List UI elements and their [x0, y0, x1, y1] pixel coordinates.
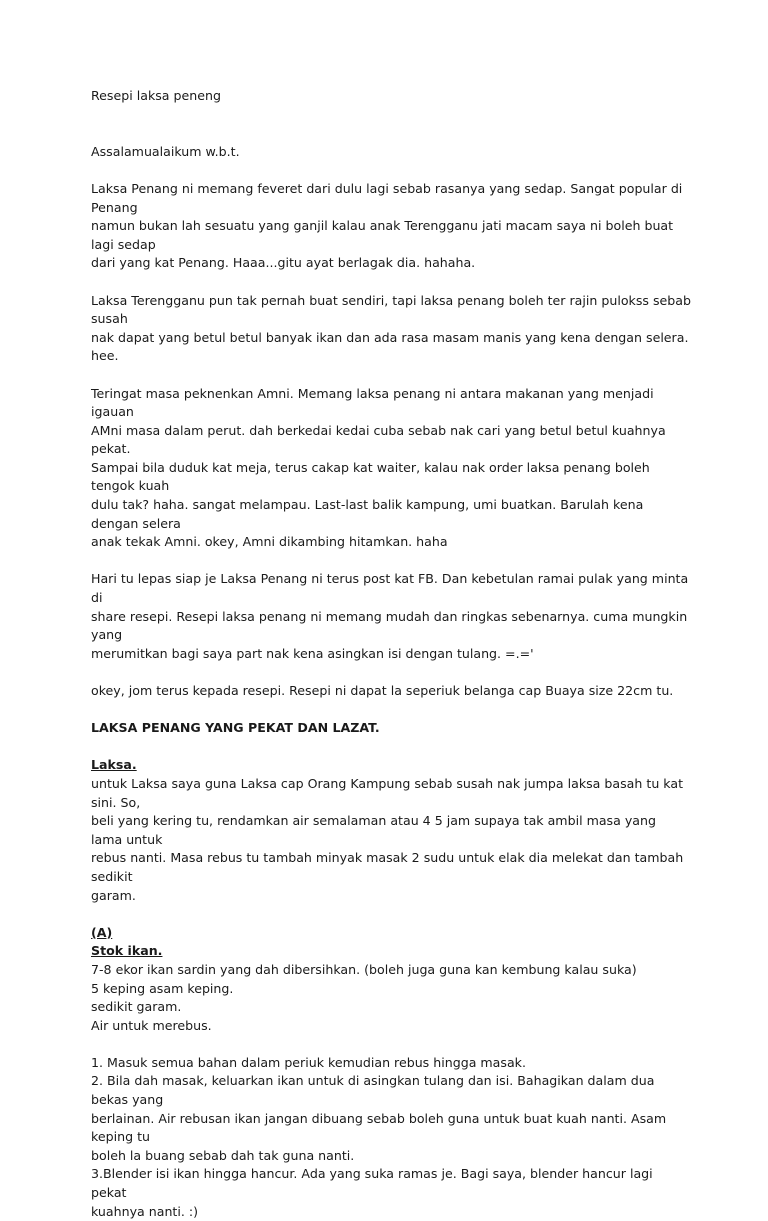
text-line: Sampai bila duduk kat meja, terus cakap kat waiter, kalau nak order laksa penang boleh tengok kuah: [91, 459, 650, 494]
steps-list: [91, 1054, 691, 1221]
text-line: namun bukan lah sesuatu yang ganjil kalau anak Terengganu jati macam saya ni boleh buat lagi sedap: [91, 218, 674, 252]
section-a-heading: (A): [91, 924, 113, 940]
text-line: beli yang kering tu, rendamkan air semalaman atau 4 5 jam supaya tak ambil masa yang lama untuk: [91, 813, 656, 847]
laksa-heading: Laksa.: [91, 757, 137, 773]
text-line: Hari tu lepas siap je Laksa Penang ni terus post kat FB. Dan kebetulan ramai pulak yang minta di: [91, 571, 689, 606]
text-line: dari yang kat Penang. Haaa...gitu ayat berlagak dia. hahaha.: [91, 255, 476, 271]
step-line: 1. Masuk semua bahan dalam periuk kemudian rebus hingga masak.: [91, 1054, 526, 1070]
paragraph-intro: [91, 180, 691, 273]
text-line: Teringat masa peknenkan Amni. Memang laksa penang ni antara makanan yang menjadi igauan: [91, 385, 654, 420]
greeting: Assalamualaikum w.b.t.: [91, 143, 240, 159]
text-line: anak tekak Amni. okey, Amni dikambing hitamkan. haha: [91, 534, 448, 550]
ingredient-item: Air untuk merebus.: [91, 1017, 212, 1033]
text-line: Laksa Terengganu pun tak pernah buat sendiri, tapi laksa penang boleh ter rajin pulokss sebab susah: [91, 292, 691, 327]
step-line: 3.Blender isi ikan hingga hancur. Ada yang suka ramas je. Bagi saya, blender hancur lagi pekat: [91, 1166, 653, 1201]
doc-title: Resepi laksa peneng: [91, 88, 221, 103]
text-line: rebus nanti. Masa rebus tu tambah minyak masak 2 sudu untuk elak dia melekat dan tambah sedikit: [91, 850, 684, 884]
laksa-description: [91, 775, 691, 905]
text-line: AMni masa dalam perut. dah berkedai kedai cuba sebab nak cari yang betul betul kuahnya pekat.: [91, 422, 666, 457]
text-line: merumitkan bagi saya part nak kena asingkan isi dengan tulang. =.=': [91, 645, 534, 661]
text-line: dulu tak? haha. sangat melampau. Last-last balik kampung, umi buatkan. Barulah kena dengan selera: [91, 497, 644, 531]
ingredient-list: [91, 961, 691, 1035]
text-line: garam.: [91, 887, 136, 903]
step-line: kuahnya nanti. :): [91, 1203, 199, 1219]
step-line: berlainan. Air rebusan ikan jangan dibuang sebab boleh guna untuk buat kuah nanti. Asam keping tu: [91, 1110, 667, 1145]
step-line: 2. Bila dah masak, keluarkan ikan untuk di asingkan tulang dan isi. Bahagikan dalam dua bekas yang: [91, 1073, 655, 1108]
ingredient-item: 5 keping asam keping.: [91, 980, 234, 996]
paragraph-intro-recipe: okey, jom terus kepada resepi. Resepi ni dapat la seperiuk belanga cap Buaya size 22cm tu.: [91, 683, 674, 698]
document-page: [91, 87, 691, 1221]
ingredient-item: sedikit garam.: [91, 999, 182, 1015]
step-line: boleh la buang sebab dah tak guna nanti.: [91, 1147, 355, 1163]
paragraph-amni: [91, 385, 691, 552]
ingredient-item: 7-8 ekor ikan sardin yang dah dibersihkan. (boleh juga guna kan kembung kalau suka): [91, 961, 637, 977]
recipe-heading: LAKSA PENANG YANG PEKAT DAN LAZAT.: [91, 720, 380, 736]
text-line: Laksa Penang ni memang feveret dari dulu lagi sebab rasanya yang sedap. Sangat popular di Penang: [91, 180, 683, 215]
paragraph-share: [91, 570, 691, 663]
text-line: share resepi. Resepi laksa penang ni memang mudah dan ringkas sebenarnya. cuma mungkin yang: [91, 608, 688, 643]
paragraph-terengganu: [91, 292, 691, 366]
text-line: untuk Laksa saya guna Laksa cap Orang Kampung sebab susah nak jumpa laksa basah tu kat sini. So,: [91, 775, 684, 810]
stok-ikan-heading: Stok ikan.: [91, 943, 163, 959]
text-line: nak dapat yang betul betul banyak ikan dan ada rasa masam manis yang kena dengan selera. hee.: [91, 329, 689, 364]
